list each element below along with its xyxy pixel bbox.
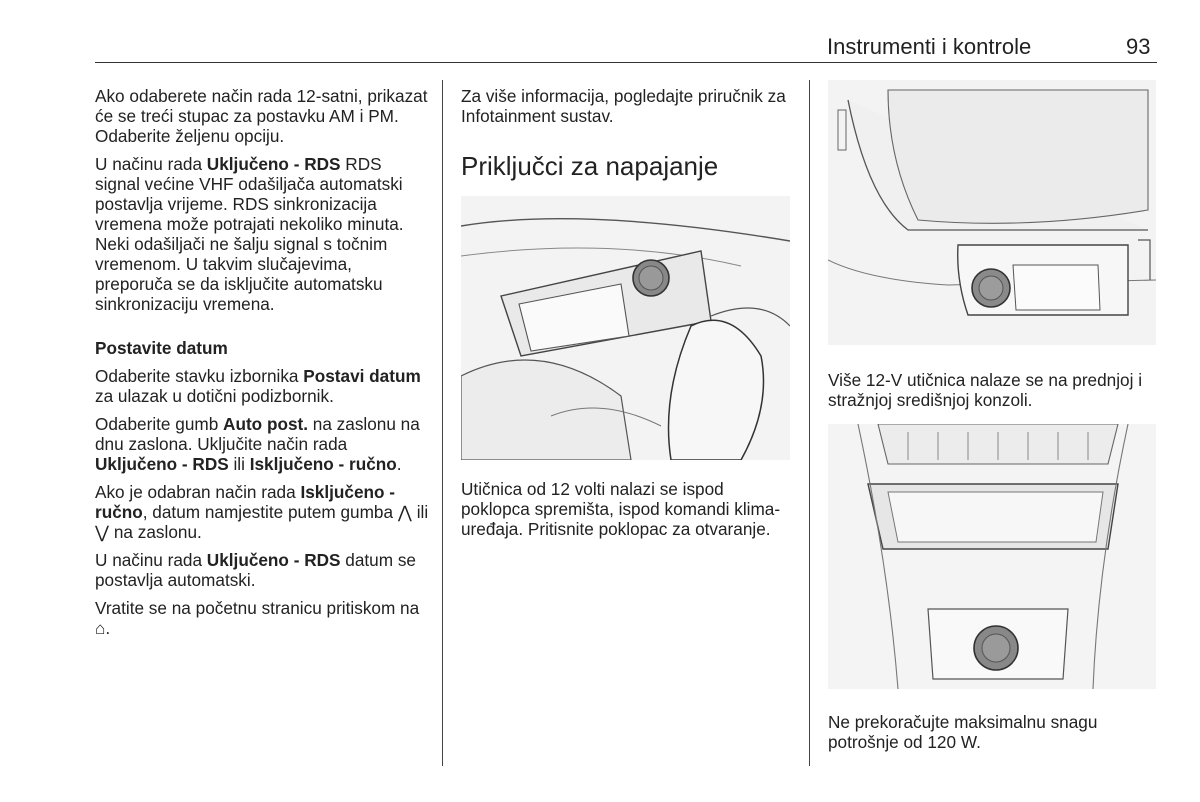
figure-front-outlet — [461, 196, 790, 460]
column-2 — [461, 86, 791, 182]
figure-rear-outlet — [828, 424, 1156, 689]
column-divider-2 — [809, 80, 810, 766]
section-title: Instrumenti i kontrole — [827, 34, 1032, 59]
figure-console-outlet — [828, 80, 1156, 345]
paragraph-set-date-menu: Odaberite stavku izbornika Postavi datum za ulazak u dotični podizbornik. — [95, 366, 421, 406]
paragraph-max-power: Ne prekoračujte maksimalnu snagu potrošnje od 120 W. — [828, 712, 1098, 752]
column-divider-1 — [442, 80, 443, 766]
column-3-caption-1 — [828, 370, 1158, 418]
column-2-lower — [461, 479, 791, 547]
paragraph-auto-post: Odaberite gumb Auto post. na zaslonu na dnu zaslona. Uključite način rada Uključeno - RDS ili Isključeno - ručno. — [95, 414, 420, 474]
paragraph-rds-mode: U načinu rada Uključeno - RDS RDS signal većine VHF odašiljača automatski postavlja vrijeme. RDS sinkronizacija vremena može potrajati nekoliko minuta. Neki odašiljači ne šalju signal s točnim vremenom. U takvim slučajevima, preporuča se da isključite automatsku sinkronizaciju vremena. — [95, 154, 404, 314]
paragraph-rds-date: U načinu rada Uključeno - RDS datum se postavlja automatski. — [95, 550, 416, 590]
paragraph-multiple-outlets: Više 12-V utičnica nalaze se na prednjoj i stražnjoj središnjoj konzoli. — [828, 370, 1143, 410]
subheading-set-date: Postavite datum — [95, 338, 228, 358]
page-number: 93 — [1126, 34, 1151, 59]
heading-power-outlets: Priključci za napajanje — [461, 151, 719, 181]
paragraph-12v-outlet: Utičnica od 12 volti nalazi se ispod poklopca spremišta, ispod komandi klima-uređaja. Pritisnite poklopac za otvaranje. — [461, 479, 781, 539]
column-3-caption-2 — [828, 712, 1158, 760]
paragraph-home: Vratite se na početnu stranicu pritiskom na ⌂. — [95, 598, 420, 638]
paragraph-more-info: Za više informacija, pogledajte priručnik za Infotainment sustav. — [461, 86, 786, 126]
paragraph-manual-date: Ako je odabran način rada Isključeno - ručno, datum namjestite putem gumba ⋀ ili ⋁ na zaslonu. — [95, 482, 429, 542]
paragraph-12h-mode: Ako odaberete način rada 12-satni, prikazat će se treći stupac za postavku AM i PM. Odaberite željenu opciju. — [95, 86, 428, 146]
header-rule — [95, 62, 1157, 63]
column-1 — [95, 86, 430, 646]
